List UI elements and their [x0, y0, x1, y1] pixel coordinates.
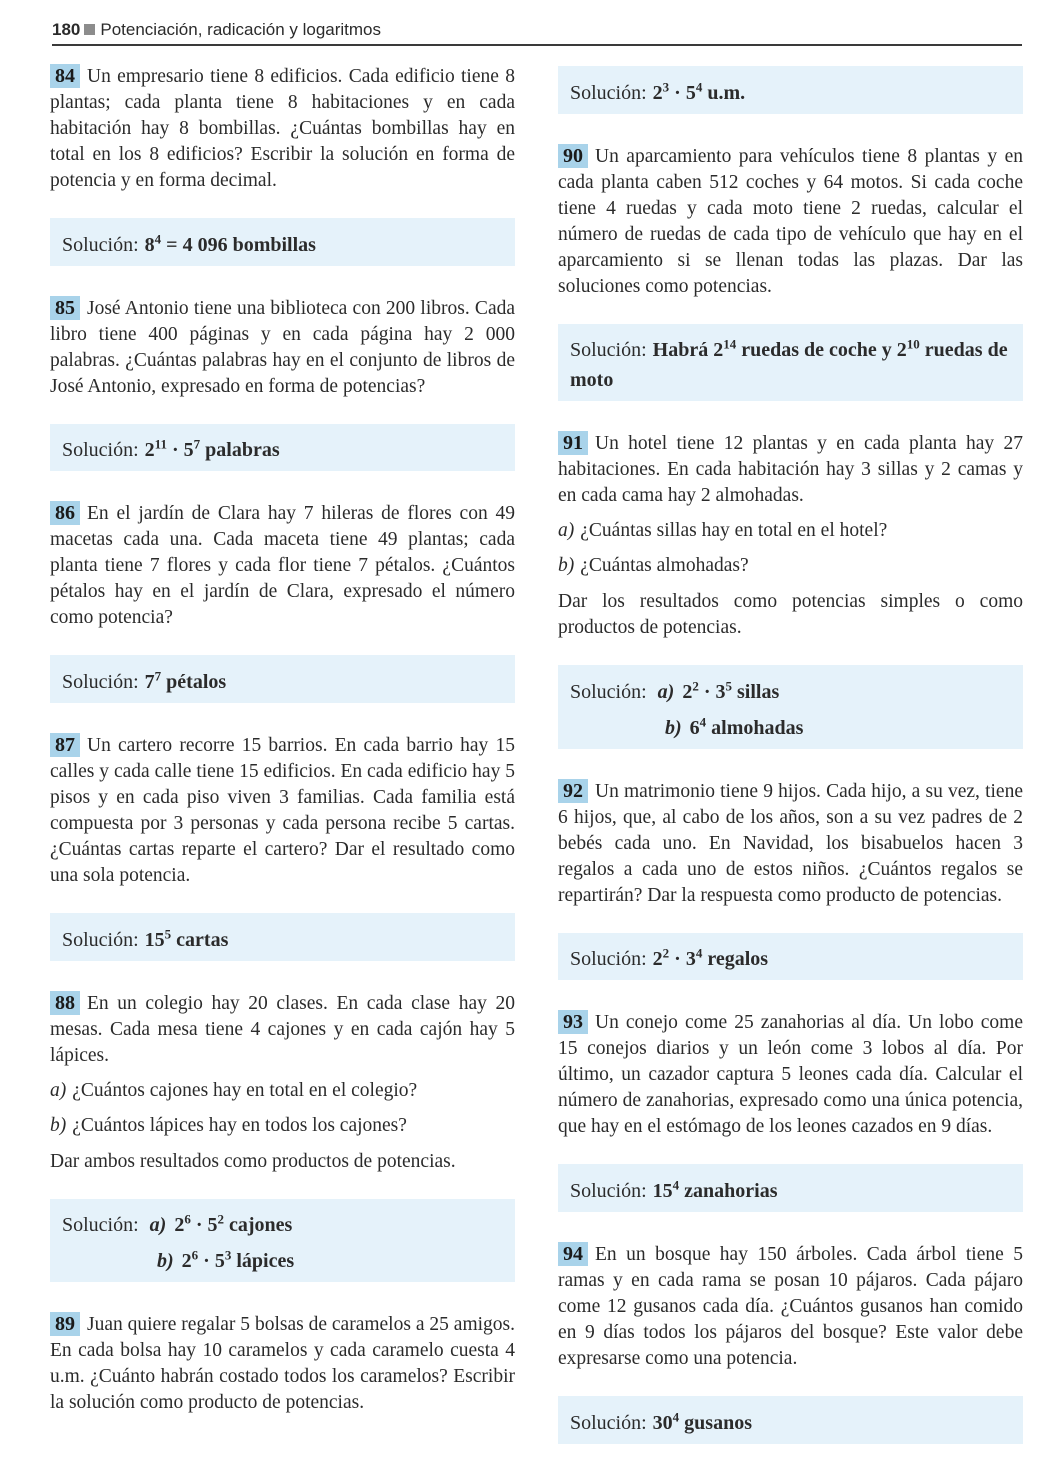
solution-label: Solución:	[570, 1411, 647, 1434]
solution-92	[558, 933, 1023, 981]
problem-88	[50, 991, 515, 1069]
problem-90	[558, 144, 1023, 300]
problem-89	[50, 1312, 515, 1416]
solution-value: $2^{11} \cdot 5^7$ palabras	[144, 436, 280, 462]
solution-value: $2^3 \cdot 5^4$ u.m.	[652, 79, 746, 104]
solution-value: $7^7$ pétalos	[144, 668, 227, 693]
problem-93	[558, 1010, 1023, 1140]
solution-row-a: Solución: a) $2^2 \cdot 3^5$ sillas	[570, 678, 780, 703]
problem-text: Un matrimonio tiene 9 hijos. Cada hijo, a su vez, tiene 6 hijos, que, al cabo de los años, son a su vez padres de 2 bebés cada uno. En Navidad, los bisabuelos hacen 3 regalos a cada uno de estos niños. ¿Cuántos regalos se repartirán? Dar la respuesta como producto de potencias.	[558, 780, 1023, 906]
page-header	[52, 18, 1022, 46]
solution-88	[50, 1199, 515, 1282]
square-bullet-icon	[84, 24, 95, 35]
right-column	[558, 66, 1023, 1444]
solution-90	[558, 324, 1023, 402]
solution-94	[558, 1396, 1023, 1444]
solution-value: $2^2 \cdot 3^4$ regalos	[652, 945, 769, 971]
solution-label: Solución:	[62, 1214, 139, 1237]
problem-94	[558, 1242, 1023, 1372]
sub-question-a: a) ¿Cuántos cajones hay en total en el colegio?	[50, 1079, 418, 1101]
solution-84	[50, 218, 515, 266]
solution-label: Solución:	[62, 439, 139, 462]
problem-number: 93	[558, 1010, 588, 1034]
problem-number: 91	[558, 431, 588, 455]
solution-label: Solución:	[570, 1179, 647, 1202]
problem-text: En un bosque hay 150 árboles. Cada árbol tiene 5 ramas y en cada rama se posan 10 pájaros. Cada pájaro come 12 gusanos cada día. ¿Cuántos gusanos han comido en 9 días todos los pájaros del bosque? Este valor debe expresarse como una potencia.	[558, 1243, 1023, 1369]
solution-label: Solución:	[570, 81, 647, 104]
problem-note: Dar los resultados como potencias simples o como productos de potencias.	[558, 591, 1023, 639]
sub-question-b: b) ¿Cuántas almohadas?	[558, 555, 749, 577]
problem-87	[50, 733, 515, 889]
solution-value: $8^4 = 4$ 096 bombillas	[144, 231, 316, 256]
problem-number: 88	[50, 991, 80, 1015]
solution-row-a: Solución: a) $2^6 \cdot 5^2$ cajones	[62, 1211, 293, 1237]
solution-row-b: b) $6^4$ almohadas	[665, 713, 804, 739]
solution-label: Solución:	[62, 233, 139, 256]
problem-92	[558, 779, 1023, 909]
solution-85	[50, 424, 515, 472]
problem-number: 84	[50, 64, 80, 88]
left-column	[50, 64, 515, 1416]
solution-value: $15^4$ zanahorias	[652, 1177, 778, 1202]
problem-text: José Antonio tiene una biblioteca con 200 libros. Cada libro tiene 400 páginas y en cada página hay 2 000 palabras. ¿Cuántas palabras hay en el conjunto de libros de José Antonio, expresado en forma de potencias?	[50, 297, 515, 397]
problem-text: Un hotel tiene 12 plantas y en cada planta hay 27 habitaciones. En cada habitación hay 3 sillas y 2 camas y en cada cama hay 2 almohadas.	[558, 433, 1023, 507]
problem-84	[50, 64, 515, 194]
problem-number: 89	[50, 1312, 80, 1336]
problem-text: Un aparcamiento para vehículos tiene 8 plantas y en cada planta caben 512 coches y 64 motos. Si cada coche tiene 4 ruedas y cada moto tiene 2 ruedas, calcular el número de ruedas de cada tipo de vehículo que hay en el aparcamiento si se llenan todas las plazas. Dar las soluciones como potencias.	[558, 145, 1023, 297]
problem-text: En el jardín de Clara hay 7 hileras de flores con 49 macetas cada una. Cada maceta tiene 49 plantas; cada planta tiene 7 flores y cada flor tiene 7 pétalos. ¿Cuántos pétalos hay en el jardín de Clara, expresado el número como potencia?	[50, 503, 515, 629]
problem-text: Un conejo come 25 zanahorias al día. Un lobo come 15 conejos diarios y un león come 3 lobos al día. Por último, un cazador captura 5 leones cada día. Calcular el número de zanahorias, expresado como una única potencia, que hay en el estómago de los leones cazados en 9 días.	[558, 1012, 1023, 1138]
solution-86	[50, 655, 515, 703]
problem-number: 90	[558, 144, 588, 168]
problem-text: Un empresario tiene 8 edificios. Cada edificio tiene 8 plantas; cada planta tiene 8 habitaciones y en cada habitación hay 8 bombillas. ¿Cuántas bombillas hay en total en los 8 edificios? Escribir la solución en forma de potencia y en forma decimal.	[50, 66, 515, 191]
problem-number: 85	[50, 296, 80, 320]
problem-text: Un cartero recorre 15 barrios. En cada barrio hay 15 calles y cada calle tiene 15 edificios. En cada edificio hay 5 pisos y en cada piso viven 3 familias. Cada familia está compuesta por 3 personas y cada persona recibe 5 cartas. ¿Cuántas cartas reparte el cartero? Dar el resultado como una sola potencia.	[50, 734, 515, 886]
problem-note: Dar ambos resultados como productos de potencias.	[50, 1150, 456, 1172]
solution-89	[558, 66, 1023, 114]
sub-question-a: a) ¿Cuántas sillas hay en total en el hotel?	[558, 520, 888, 542]
solution-91	[558, 665, 1023, 748]
sub-question-b: b) ¿Cuántos lápices hay en todos los cajones?	[50, 1114, 407, 1136]
chapter-title: Potenciación, radicación y logaritmos	[100, 20, 382, 39]
problem-text: En un colegio hay 20 clases. En cada clase hay 20 mesas. Cada mesa tiene 4 cajones y en cada cajón hay 5 lápices.	[50, 992, 515, 1066]
problem-86	[50, 501, 515, 631]
solution-93	[558, 1164, 1023, 1212]
solution-label: Solución:	[62, 928, 139, 951]
solution-row-b: b) $2^6 \cdot 5^3$ lápices	[157, 1247, 295, 1272]
solution-value: $15^5$ cartas	[144, 925, 229, 951]
problem-number: 92	[558, 779, 588, 803]
problem-number: 87	[50, 733, 80, 757]
solution-label: Solución:	[570, 680, 647, 703]
problem-91	[558, 431, 1023, 509]
solution-value: Habrá $2^{14}$ ruedas de coche y $2^{10}$ ruedas de moto	[570, 336, 1008, 392]
problem-text: Juan quiere regalar 5 bolsas de caramelos a 25 amigos. En cada bolsa hay 10 caramelos y cada caramelo cuesta 4 u.m. ¿Cuánto habrán costado todos los caramelos? Escribir la solución como producto de potencias.	[50, 1313, 515, 1413]
header-text	[52, 20, 381, 40]
problem-number: 94	[558, 1242, 588, 1266]
page-number: 180	[52, 20, 81, 39]
solution-value: $30^4$ gusanos	[652, 1408, 752, 1434]
solution-label: Solución:	[570, 948, 647, 971]
solution-87	[50, 913, 515, 961]
solution-label: Solución:	[62, 670, 139, 693]
problem-85	[50, 296, 515, 400]
problem-number: 86	[50, 501, 80, 525]
solution-label: Solución:	[570, 339, 647, 362]
